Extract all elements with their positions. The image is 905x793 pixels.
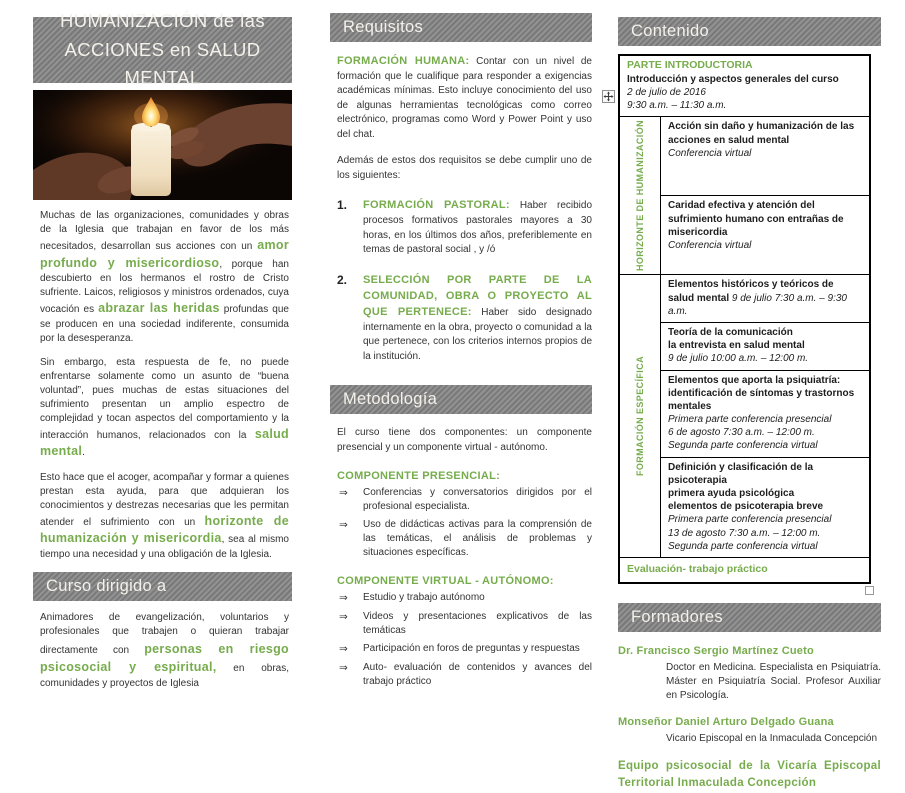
table-row-line (668, 199, 862, 239)
item-text (363, 198, 592, 257)
metodologia-header (330, 385, 592, 414)
text-segment: Definición y clasificación de la psicoterapia (668, 461, 814, 486)
table-group-label-cell (620, 275, 661, 557)
formador-description: Doctor en Medicina. Especialista en Psiquiatría. Máster en Psiquiatría Social. Profesor Auxiliar en Psicología. (666, 661, 881, 701)
table-row-line (668, 500, 862, 513)
table-group (620, 116, 869, 274)
text-segment: Haber sido designado internamente en la obra, proyecto o comunidad a la que pertenece, con los criterios internos propios de la institución. (363, 306, 592, 362)
text-segment: elementos de psicoterapia breve (668, 501, 824, 513)
table-group-rows (661, 275, 869, 557)
contenido-table (618, 54, 871, 584)
arrow-bullet-icon: ⇒ (339, 642, 348, 655)
table-row-line (668, 239, 862, 252)
text-segment: 9 de julio 10:00 a.m. – 12:00 m. (668, 353, 809, 365)
bullet-text: Uso de didácticas activas para la comprensión de las temáticas, el análisis de problemas y situaciones específicas. (363, 519, 592, 559)
text-segment: Conferencia virtual (668, 147, 752, 159)
bullet-text: Participación en foros de preguntas y respuestas (363, 642, 580, 654)
table-row-line (668, 513, 862, 526)
virtual-bullet-list (337, 591, 592, 688)
item-number: 1. (337, 198, 348, 213)
arrow-bullet-icon: ⇒ (339, 487, 348, 500)
text-segment: Primera parte conferencia presencial (668, 414, 832, 426)
text-segment: 13 de agosto 7:30 a.m. – 12:00 m. (668, 527, 821, 539)
text-segment: Acción sin daño y humanización de las acciones en salud mental (668, 121, 855, 146)
table-resize-handle[interactable] (865, 586, 874, 595)
requisitos-body (330, 54, 592, 364)
text-segment: SELECCIÓN POR PARTE DE LA COMUNIDAD, OBRA O PROYECTO AL QUE PERTENECE: (363, 273, 592, 318)
text-segment: Primera parte conferencia presencial (668, 514, 832, 526)
text-segment: PARTE INTRODUCTORIA (627, 59, 753, 71)
contenido-table-wrap (618, 54, 871, 584)
text-segment: personas en riesgo psicosocial y espiritual, (40, 641, 289, 674)
left-panel (33, 0, 292, 691)
metodologia-intro: El curso tiene dos componentes: un componente presencial y un componente virtual - autónomo. (337, 427, 592, 453)
bullet-item (337, 661, 592, 689)
text-segment: Contar con un nivel de formación que le cualifique para responder a exigencias académicas mínimas. Esto incluye conocimiento del uso de algunas herramientas tecnológicas como correo electrónico, programas como Word y Power Point y uso del chat. (337, 56, 592, 140)
item-text (363, 273, 592, 364)
table-row-line (668, 374, 862, 414)
formadores-title: Formadores (631, 607, 723, 626)
numbered-item (337, 273, 592, 364)
table-move-handle-icon[interactable] (602, 90, 615, 103)
table-group (620, 274, 869, 557)
metodologia-body (330, 426, 592, 688)
formador-name: Monseñor Daniel Arturo Delgado Guana (618, 715, 834, 728)
text-segment: en obras, comunidades y proyectos de Iglesia (40, 663, 289, 689)
formador-name: Equipo psicosocial de la Vicaría Episcopal Territorial Inmaculada Concepción (618, 759, 881, 790)
bullet-text: Auto- evaluación de contenidos y avances del trabajo práctico (363, 661, 592, 687)
middle-panel (330, 0, 592, 689)
table-row-line (668, 352, 862, 365)
text-segment: Teoría de la comunicación (668, 326, 793, 338)
contenido-title: Contenido (631, 22, 709, 40)
table-row-line (627, 59, 862, 73)
text-segment: abrazar las heridas (98, 301, 220, 315)
requisitos-numbered-list (337, 198, 592, 364)
text-segment: 9:30 a.m. – 11:30 a.m. (627, 100, 727, 112)
arrow-bullet-icon: ⇒ (339, 661, 348, 674)
bullet-item (337, 518, 592, 560)
bullet-text: Videos y presentaciones explicativos de las temáticas (363, 610, 592, 636)
formador-entry (618, 715, 881, 746)
text-segment: Caridad efectiva y atención del sufrimiento humano con entrañas de misericordia (668, 200, 844, 238)
table-row-line (668, 413, 862, 426)
table-row-line (668, 461, 862, 487)
text-segment: Elementos históricos y teóricos de salud mental (668, 279, 834, 304)
componente-virtual-heading: COMPONENTE VIRTUAL - AUTÓNOMO: (337, 575, 554, 588)
table-row-line (668, 339, 862, 352)
text-segment: primera ayuda psicológica (668, 488, 795, 500)
text-segment: 9 de julio 7:30 a.m. – 9:30 a.m. (668, 292, 847, 317)
table-row (661, 275, 869, 322)
table-row-line (627, 563, 862, 577)
formador-entry (618, 758, 881, 793)
presencial-bullet-list (337, 486, 592, 560)
text-segment: , sea al mismo tiempo una necesidad y una obligación de la Iglesia. (40, 534, 289, 560)
table-row-line (668, 147, 862, 160)
table-row-line (627, 99, 862, 112)
arrow-bullet-icon: ⇒ (339, 592, 348, 605)
ademas-paragraph: Además de estos dos requisitos se debe cumplir uno de los siguientes: (337, 155, 592, 181)
intro-paragraph (40, 471, 289, 562)
table-row-line (627, 73, 862, 86)
componente-presencial-heading: COMPONENTE PRESENCIAL: (337, 470, 501, 483)
text-segment: la entrevista en salud mental (668, 340, 805, 352)
bullet-item (337, 642, 592, 657)
table-row-line (668, 540, 862, 553)
table-row (661, 322, 869, 370)
curso-dirigido-header (33, 572, 292, 601)
numbered-item (337, 198, 592, 257)
table-group-rows (661, 117, 869, 274)
text-segment: Elementos que aporta la psiquiatría: identificación de síntomas y trastornos mentales (668, 374, 855, 412)
text-segment: 6 de agosto 7:30 a.m. – 12:00 m. (668, 427, 815, 439)
text-segment: Segunda parte conferencia virtual (668, 540, 818, 552)
text-segment: Conferencia virtual (668, 239, 752, 251)
bullet-item (337, 486, 592, 514)
table-row-line (627, 86, 862, 99)
table-row (661, 117, 869, 195)
text-segment: salud mental (40, 426, 289, 458)
contenido-header (618, 17, 881, 46)
table-row (620, 56, 869, 116)
item-number: 2. (337, 272, 348, 287)
vertical-group-label: HORIZONTE DE HUMANIZACIÓN (634, 120, 645, 272)
formador-name: Dr. Francisco Sergio Martínez Cueto (618, 644, 814, 657)
formacion-humana-paragraph (337, 54, 592, 142)
table-row-line (668, 487, 862, 500)
intro-text-block (40, 209, 289, 562)
bullet-text: Conferencias y conversatorios dirigidos por el profesional especialista. (363, 487, 592, 513)
table-row (661, 457, 869, 557)
table-row-line (668, 326, 862, 339)
table-row (661, 195, 869, 274)
text-segment: . (82, 447, 85, 458)
four-arrows-icon (603, 91, 614, 102)
text-segment: 2 de julio de 2016 (627, 87, 706, 99)
table-row-line (668, 426, 862, 439)
vertical-group-label: FORMACIÓN ESPECÍFICA (634, 356, 645, 477)
arrow-bullet-icon: ⇒ (339, 519, 348, 532)
table-group-label-cell (620, 117, 661, 274)
arrow-bullet-icon: ⇒ (339, 610, 348, 623)
text-segment: Segunda parte conferencia virtual (668, 440, 818, 452)
text-segment: Evaluación- trabajo práctico (627, 562, 768, 575)
text-segment: Introducción y aspectos generales del curso (627, 73, 839, 85)
text-segment: horizonte de humanización y misericordia (40, 513, 289, 545)
table-row-line (668, 278, 862, 318)
text-segment: Muchas de las organizaciones, comunidades y obras de la Iglesia que trabajan en favor de los más necesitados, desarrollan sus acciones con un (40, 210, 289, 252)
text-segment: Esto hace que el acoger, acompañar y formar a quienes prestan esta ayuda, para que adquieran los conocimientos y destrezas necesarias que les permitan atender el sufrimiento con un (40, 471, 289, 528)
formador-entry (618, 644, 881, 703)
text-segment: profundas que se producen en una sociedad indiferente, consumida por la desesperanza. (40, 304, 289, 344)
intro-paragraph (40, 356, 289, 461)
metodologia-title: Metodología (343, 390, 438, 409)
curso-paragraph (40, 611, 289, 692)
candle-hands-photo (33, 90, 292, 200)
main-title-banner (33, 10, 292, 89)
main-title-line1: HUMANIZACIÓN de las (60, 10, 265, 31)
text-segment: Animadores de evangelización, voluntarios y profesionales que trabajen o quieran trabajar directamente con (40, 611, 289, 656)
requisitos-title: Requisitos (343, 18, 424, 36)
text-segment: , porque han descubierto en los hermanos el rostro de Cristo sufriente. Laicos, religiosos y ministros ordenados, cuya vocación es (40, 258, 289, 315)
right-panel (612, 0, 895, 793)
table-row-line (668, 120, 862, 146)
bullet-item (337, 591, 592, 606)
table-row-line (668, 527, 862, 540)
text-segment: Sin embargo, esta respuesta de fe, no puede enfrentarse solamente como un asunto de “buena voluntad”, pues muchas de estas situaciones del sufrimiento presentan un amplio espectro de complejidad y tocan aspectos del comportamiento y la interacción humanos, relacionados con la (40, 356, 289, 441)
bullet-text: Estudio y trabajo autónomo (363, 592, 485, 604)
text-segment: FORMACIÓN HUMANA: (337, 55, 470, 67)
requisitos-header (330, 13, 592, 42)
curso-dirigido-title: Curso dirigido a (46, 576, 167, 595)
formadores-header (618, 603, 881, 632)
table-row (661, 370, 869, 457)
text-segment: Haber recibido procesos formativos pastorales mayores a 30 horas, en los últimos dos años, preferiblemente en temas de pastoral social , y /ó (363, 200, 593, 256)
main-title-line2: ACCIONES en SALUD MENTAL (64, 38, 261, 89)
table-row-line (668, 439, 862, 452)
formadores-list (618, 644, 881, 793)
table-footer-row (620, 557, 869, 582)
text-segment: amor profundo y misericordioso (40, 238, 289, 270)
formador-description: Vicario Episcopal en la Inmaculada Concepción (666, 732, 878, 744)
bullet-item (337, 610, 592, 638)
intro-paragraph (40, 209, 289, 346)
text-segment: FORMACIÓN PASTORAL: (363, 199, 510, 212)
